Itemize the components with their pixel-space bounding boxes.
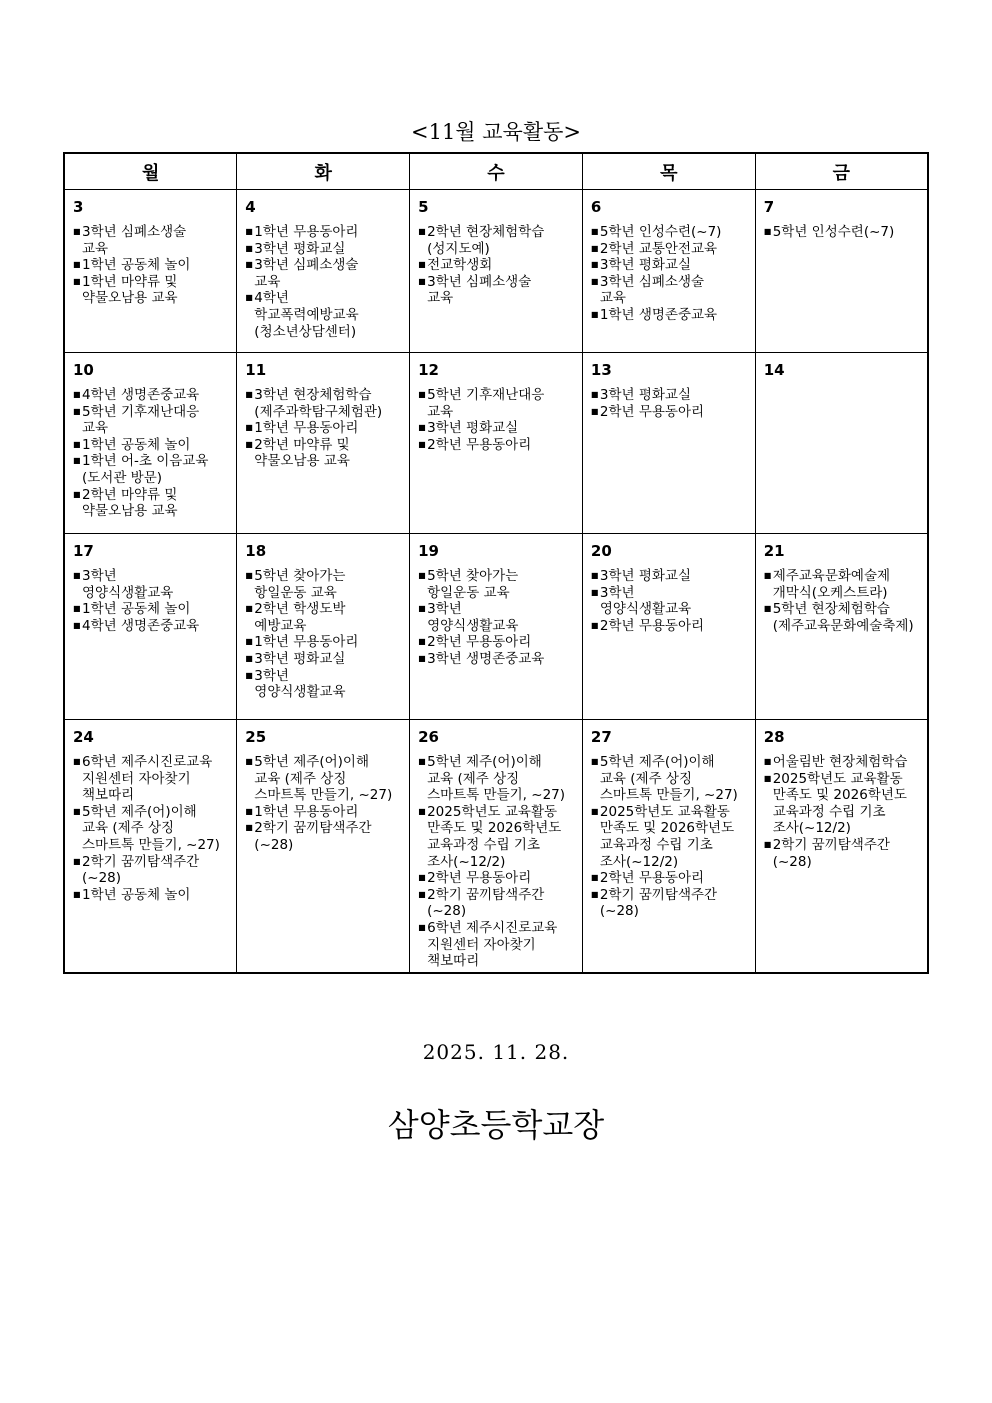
activity-item: ■ 4학년 학교폭력예방교육 (청소년상담센터)	[245, 290, 403, 340]
day-number: 18	[245, 542, 267, 560]
activity-item: ■ 1학년 공동체 놀이	[73, 257, 230, 274]
activity-item: ■ 3학년 평화교실	[245, 651, 403, 668]
activity-item: ■ 5학년 찾아가는 항일운동 교육	[245, 568, 403, 601]
activity-item: ■ 2학년 마약류 및 약물오남용 교육	[73, 487, 230, 520]
weekday-header-row	[64, 153, 928, 190]
day-cell	[410, 190, 583, 353]
activity-item: ■ 6학년 제주시진로교육 지원센터 자아찾기 책보따리	[418, 920, 576, 970]
activity-list	[591, 568, 749, 634]
day-number: 20	[590, 542, 612, 560]
activity-item: ■ 5학년 기후재난대응 교육	[73, 404, 230, 437]
week-row	[64, 534, 928, 720]
day-number: 26	[418, 728, 439, 746]
day-number: 12	[418, 361, 439, 379]
activity-item: ■ 2학년 교통안전교육	[591, 241, 749, 258]
activity-item: ■ 1학년 무용동아리	[245, 804, 403, 821]
day-cell	[237, 353, 410, 534]
activity-item: ■ 5학년 제주(어)이해 교육 (제주 상징 스마트톡 만들기, ~27)	[591, 754, 749, 804]
activity-list	[245, 224, 403, 340]
activity-item: ■ 2학년 무용동아리	[591, 618, 749, 635]
activity-item: ■ 3학년 평화교실	[245, 241, 403, 258]
weekday-header: 수	[410, 153, 583, 190]
activity-item: ■ 1학년 공동체 놀이	[73, 437, 230, 454]
activity-item: ■ 전교학생회	[418, 257, 576, 274]
day-cell	[410, 534, 583, 720]
activity-item: ■ 2학년 무용동아리	[591, 870, 749, 887]
activity-item: ■ 1학년 무용동아리	[245, 420, 403, 437]
activity-item: ■ 3학년 영양식생활교육	[591, 585, 749, 618]
activity-item: ■ 제주교육문화예술제 개막식(오케스트라)	[764, 568, 921, 601]
activity-item: ■ 3학년 영양식생활교육	[418, 601, 576, 634]
day-number: 3	[73, 198, 84, 216]
activity-list	[418, 754, 576, 970]
activity-list	[73, 568, 230, 634]
day-number: 14	[763, 361, 785, 379]
activity-item: ■ 1학년 마약류 및 약물오남용 교육	[73, 274, 230, 307]
calendar-table	[63, 152, 929, 974]
day-cell	[582, 534, 755, 720]
day-number: 7	[763, 198, 775, 216]
activity-list	[764, 754, 921, 870]
day-cell	[582, 720, 755, 973]
activity-list	[73, 387, 230, 520]
day-number: 24	[73, 728, 94, 746]
weekday-header: 목	[582, 153, 755, 190]
day-cell	[237, 534, 410, 720]
activity-item: ■ 3학년 심폐소생술 교육	[73, 224, 230, 257]
day-number: 28	[763, 728, 785, 746]
day-cell	[64, 190, 237, 353]
weekday-header: 월	[64, 153, 237, 190]
activity-list	[418, 568, 576, 668]
activity-item: ■ 2학년 마약류 및 약물오남용 교육	[245, 437, 403, 470]
activity-item: ■ 5학년 현장체험학습 (제주교육문화예술축제)	[764, 601, 921, 634]
day-cell	[582, 190, 755, 353]
activity-item: ■ 2학기 꿈끼탐색주간 (~28)	[764, 837, 921, 870]
day-number: 19	[418, 542, 439, 560]
document-title: <11월 교육활동>	[410, 120, 582, 144]
activity-item: ■ 2학년 현장체험학습 (성지도예)	[418, 224, 576, 257]
activity-item: ■ 1학년 생명존중교육	[591, 307, 749, 324]
activity-item: ■ 3학년 심폐소생술 교육	[591, 274, 749, 307]
signer-name: 삼양초등학교장	[387, 1106, 605, 1144]
day-cell	[410, 353, 583, 534]
activity-item: ■ 2학년 무용동아리	[418, 634, 576, 651]
activity-list	[591, 387, 749, 420]
activity-item: ■ 2학기 꿈끼탐색주간 (~28)	[245, 820, 403, 853]
day-cell	[755, 534, 928, 720]
activity-list	[591, 224, 749, 324]
activity-item: ■ 3학년 심폐소생술 교육	[245, 257, 403, 290]
day-cell	[64, 353, 237, 534]
activity-item: ■ 2025학년도 교육활동 만족도 및 2026학년도 교육과정 수립 기초 조사(~12/2)	[764, 771, 921, 837]
activity-list	[418, 387, 576, 453]
activity-list	[245, 568, 403, 701]
activity-item: ■ 3학년 심폐소생술 교육	[418, 274, 576, 307]
day-number: 27	[590, 728, 612, 746]
activity-item: ■ 3학년 현장체험학습 (제주과학탐구체험관)	[245, 387, 403, 420]
document-date: 2025. 11. 28.	[422, 1040, 570, 1064]
weekday-header: 금	[755, 153, 928, 190]
activity-list	[591, 754, 749, 920]
activity-item: ■ 3학년 평화교실	[591, 568, 749, 585]
activity-list	[73, 754, 230, 903]
day-cell	[64, 720, 237, 973]
activity-item: ■ 5학년 제주(어)이해 교육 (제주 상징 스마트톡 만들기, ~27)	[245, 754, 403, 804]
activity-item: ■ 2025학년도 교육활동 만족도 및 2026학년도 교육과정 수립 기초 조사(~12/2)	[418, 804, 576, 870]
activity-item: ■ 6학년 제주시진로교육 지원센터 자아찾기 책보따리	[73, 754, 230, 804]
day-number: 11	[245, 361, 267, 379]
day-cell	[237, 190, 410, 353]
activity-item: ■ 3학년 평화교실	[591, 387, 749, 404]
day-cell	[755, 190, 928, 353]
activity-item: ■ 1학년 공동체 놀이	[73, 601, 230, 618]
activity-list	[764, 224, 921, 241]
activity-list	[245, 754, 403, 854]
activity-item: ■ 1학년 무용동아리	[245, 634, 403, 651]
day-number: 17	[73, 542, 94, 560]
activity-item: ■ 1학년 어-초 이음교육 (도서관 방문)	[73, 453, 230, 486]
activity-item: ■ 2학기 꿈끼탐색주간 (~28)	[73, 854, 230, 887]
day-cell	[237, 720, 410, 973]
activity-item: ■ 2학년 무용동아리	[418, 437, 576, 454]
weekday-header: 화	[237, 153, 410, 190]
activity-item: ■ 어울림반 현장체험학습	[764, 754, 921, 771]
activity-item: ■ 5학년 제주(어)이해 교육 (제주 상징 스마트톡 만들기, ~27)	[73, 804, 230, 854]
day-cell	[64, 534, 237, 720]
activity-item: ■ 2학기 꿈끼탐색주간 (~28)	[591, 887, 749, 920]
activity-item: ■ 5학년 인성수련(~7)	[591, 224, 749, 241]
activity-list	[764, 568, 921, 634]
activity-item: ■ 3학년 평화교실	[591, 257, 749, 274]
activity-item: ■ 4학년 생명존중교육	[73, 618, 230, 635]
activity-item: ■ 3학년 생명존중교육	[418, 651, 576, 668]
activity-item: ■ 5학년 인성수련(~7)	[764, 224, 921, 241]
activity-item: ■ 2025학년도 교육활동 만족도 및 2026학년도 교육과정 수립 기초 조사(~12/2)	[591, 804, 749, 870]
activity-item: ■ 1학년 공동체 놀이	[73, 887, 230, 904]
activity-item: ■ 5학년 찾아가는 항일운동 교육	[418, 568, 576, 601]
activity-item: ■ 5학년 제주(어)이해 교육 (제주 상징 스마트톡 만들기, ~27)	[418, 754, 576, 804]
activity-item: ■ 2학기 꿈끼탐색주간 (~28)	[418, 887, 576, 920]
activity-item: ■ 3학년 평화교실	[418, 420, 576, 437]
day-cell	[582, 353, 755, 534]
activity-item: ■ 2학년 무용동아리	[418, 870, 576, 887]
week-row	[64, 720, 928, 973]
activity-item: ■ 4학년 생명존중교육	[73, 387, 230, 404]
day-number: 13	[590, 361, 612, 379]
activity-item: ■ 3학년 영양식생활교육	[73, 568, 230, 601]
day-number: 25	[245, 728, 267, 746]
day-cell	[755, 353, 928, 534]
day-number: 21	[763, 542, 785, 560]
day-number: 4	[245, 198, 256, 216]
activity-item: ■ 2학년 무용동아리	[591, 404, 749, 421]
activity-item: ■ 1학년 무용동아리	[245, 224, 403, 241]
day-cell	[410, 720, 583, 973]
activity-list	[418, 224, 576, 307]
week-row	[64, 353, 928, 534]
activity-item: ■ 5학년 기후재난대응 교육	[418, 387, 576, 420]
day-number: 6	[590, 198, 602, 216]
activity-list	[73, 224, 230, 307]
activity-item: ■ 2학년 학생도박 예방교육	[245, 601, 403, 634]
week-row	[64, 190, 928, 353]
activity-item: ■ 3학년 영양식생활교육	[245, 668, 403, 701]
day-cell	[755, 720, 928, 973]
day-number: 10	[73, 361, 94, 379]
activity-list	[245, 387, 403, 470]
day-number: 5	[418, 198, 429, 216]
